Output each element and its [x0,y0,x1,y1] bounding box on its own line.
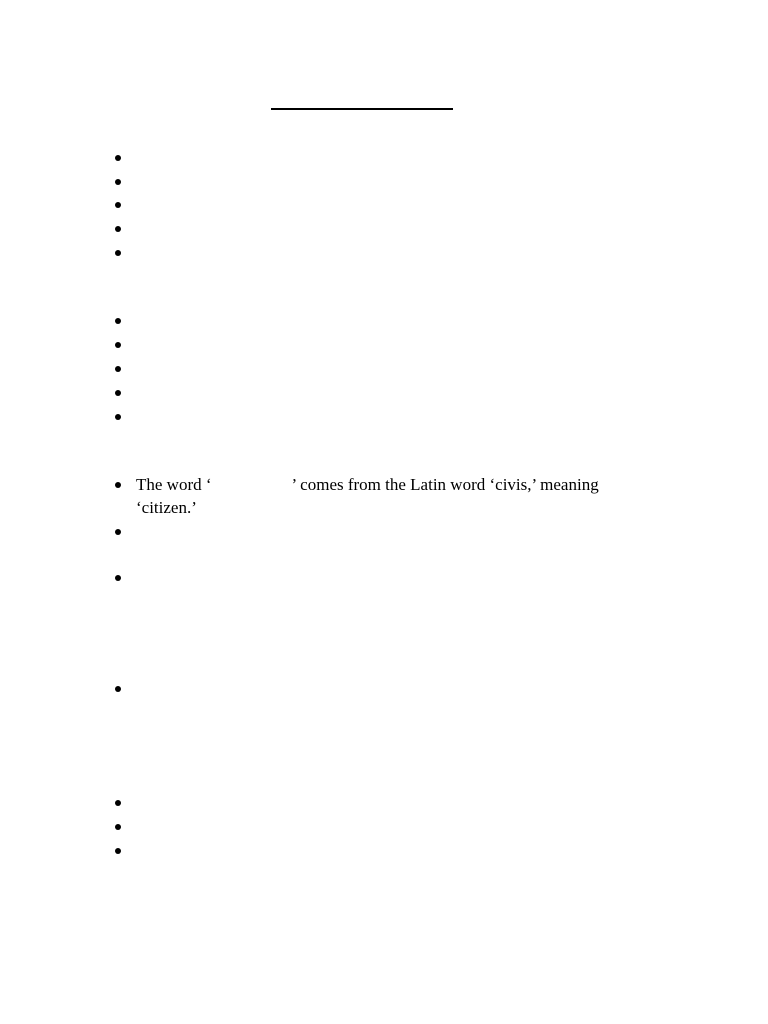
list-bullet [115,686,121,692]
list-bullet [115,155,121,161]
list-bullet [115,250,121,256]
list-bullet [115,414,121,420]
sentence-start: The word ‘ [136,475,212,494]
list-item-text [136,474,599,495]
list-bullet [115,366,121,372]
list-bullet [115,390,121,396]
list-bullet [115,575,121,581]
list-bullet [115,482,121,488]
sentence-end: ’ comes from the Latin word ‘civis,’ meaning [291,475,599,494]
title-underline [271,108,453,110]
list-bullet [115,226,121,232]
list-bullet [115,800,121,806]
list-bullet [115,202,121,208]
list-item-continuation: ‘citizen.’ [136,498,197,517]
list-bullet [115,824,121,830]
list-bullet [115,529,121,535]
list-bullet [115,848,121,854]
list-bullet [115,179,121,185]
list-bullet [115,318,121,324]
list-bullet [115,342,121,348]
